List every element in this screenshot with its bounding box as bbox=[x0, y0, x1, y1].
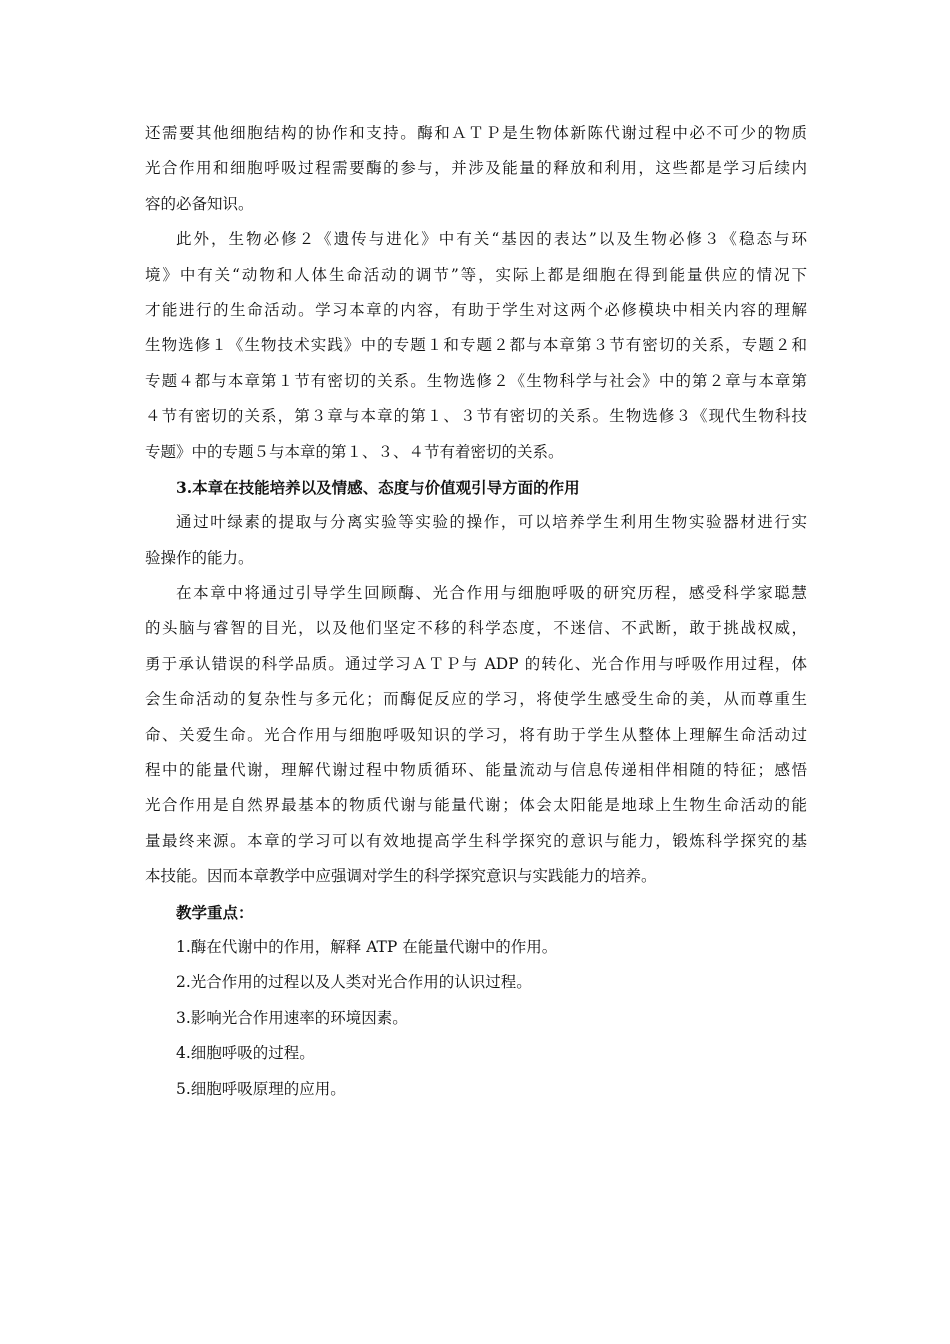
text-line: 此外，生物必修２《遗传与进化》中有关“基因的表达”以及生物必修３《稳态与环 bbox=[176, 230, 807, 249]
text-line: 容的必备知识。 bbox=[145, 194, 254, 213]
text-line: 专题》中的专题５与本章的第１、３、４节有着密切的关系。 bbox=[145, 442, 564, 461]
text-line: 本技能。因而本章教学中应强调对学生的科学探究意识与实践能力的培养。 bbox=[145, 867, 657, 886]
paragraph-related-modules bbox=[145, 222, 807, 470]
text-line: 通过叶绿素的提取与分离实验等实验的操作，可以培养学生利用生物实验器材进行实 bbox=[176, 513, 807, 532]
section-heading: 3.本章在技能培养以及情感、态度与价值观引导方面的作用 bbox=[176, 477, 580, 497]
list-item: 5.细胞呼吸原理的应用。 bbox=[176, 1079, 346, 1098]
text-line: 光合作用和细胞呼吸过程需要酶的参与，并涉及能量的释放和利用，这些都是学习后续内 bbox=[145, 159, 807, 178]
key-points-list bbox=[145, 930, 807, 1107]
text-line: 专题４都与本章第１节有密切的关系。生物选修２《生物科学与社会》中的第２章与本章第 bbox=[145, 371, 807, 390]
text-line: 生物选修１《生物技术实践》中的专题１和专题２都与本章第３节有密切的关系，专题２和 bbox=[145, 336, 807, 355]
document-page bbox=[145, 116, 807, 1107]
list-item: 3.影响光合作用速率的环境因素。 bbox=[176, 1008, 408, 1027]
paragraph-attitude-values bbox=[145, 576, 807, 895]
paragraph-enzyme-atp bbox=[145, 116, 807, 222]
text-line: 量最终来源。本章的学习可以有效地提高学生科学探究的意识与能力，锻炼科学探究的基 bbox=[145, 831, 807, 850]
text-line: 命、关爱生命。光合作用与细胞呼吸知识的学习，将有助于学生从整体上理解生命活动过 bbox=[145, 725, 807, 744]
text-line: 程中的能量代谢，理解代谢过程中物质循环、能量流动与信息传递相伴相随的特征；感悟 bbox=[145, 761, 807, 780]
text-line: 在本章中将通过引导学生回顾酶、光合作用与细胞呼吸的研究历程，感受科学家聪慧 bbox=[176, 584, 807, 603]
paragraph-skills bbox=[145, 505, 807, 576]
key-points-heading: 教学重点： bbox=[176, 902, 254, 922]
text-line: 还需要其他细胞结构的协作和支持。酶和ＡＴＰ是生物体新陈代谢过程中必不可少的物质 bbox=[145, 124, 807, 142]
text-line: 境》中有关“动物和人体生命活动的调节”等，实际上都是细胞在得到能量供应的情况下 bbox=[145, 265, 807, 284]
text-line: 光合作用是自然界最基本的物质代谢与能量代谢；体会太阳能是地球上生物生命活动的能 bbox=[145, 796, 807, 815]
text-line: 的头脑与睿智的目光，以及他们坚定不移的科学态度，不迷信、不武断，敢于挑战权威， bbox=[145, 619, 807, 638]
text-line: 勇于承认错误的科学品质。通过学习ＡＴＰ与 ADP 的转化、光合作用与呼吸作用过程，体 bbox=[145, 654, 807, 673]
text-line: 会生命活动的复杂性与多元化；而酶促反应的学习，将使学生感受生命的美，从而尊重生 bbox=[145, 690, 807, 709]
text-line: ４节有密切的关系，第３章与本章的第１、３节有密切的关系。生物选修３《现代生物科技 bbox=[145, 407, 807, 426]
text-line: 才能进行的生命活动。学习本章的内容，有助于学生对这两个必修模块中相关内容的理解 bbox=[145, 300, 807, 319]
list-item: 1.酶在代谢中的作用，解释 ATP 在能量代谢中的作用。 bbox=[176, 937, 558, 956]
list-item: 2.光合作用的过程以及人类对光合作用的认识过程。 bbox=[176, 973, 532, 992]
text-line: 验操作的能力。 bbox=[145, 548, 254, 567]
list-item: 4.细胞呼吸的过程。 bbox=[176, 1044, 315, 1063]
